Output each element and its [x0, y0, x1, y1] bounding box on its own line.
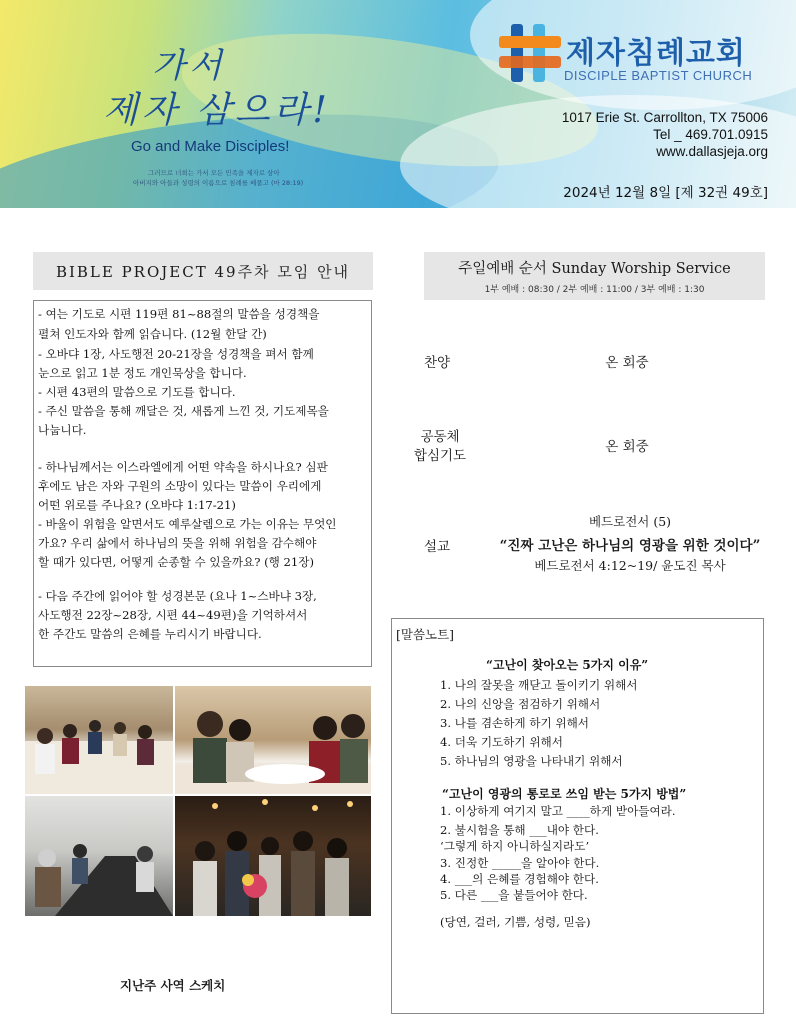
photo-caption: 지난주 사역 스케치 [120, 978, 226, 993]
notes-way-item: 3. 진정한 _____을 알아야 한다. [440, 856, 600, 870]
photo-group-night [175, 796, 371, 916]
notes-way-item: 1. 이상하게 여기지 말고 ____하게 받아들여라. [440, 804, 676, 818]
notes-reason-item: 2. 나의 신앙을 점검하기 위해서 [440, 697, 601, 711]
bible-project-line: 가요? 우리 삶에서 하나님의 뜻을 위해 위험을 감수해야 [38, 536, 317, 550]
bible-project-line: - 다음 주간에 읽어야 할 성경본문 (요나 1~스바냐 3장, [38, 589, 317, 603]
notes-heading-reasons: “고난이 찾아오는 5가지 이유” [486, 658, 649, 672]
worship-times: 1부 예배 : 08:30 / 2부 예배 : 11:00 / 3부 예배 : 1:30 [484, 285, 705, 295]
sermon-title: “진짜 고난은 하나님의 영광을 위한 것이다” [499, 538, 761, 554]
notes-reason-item: 5. 하나님의 영광을 나타내기 위해서 [440, 754, 623, 768]
notes-answer-hint: (당연, 걸러, 기쁨, 성령, 믿음) [440, 915, 591, 929]
notes-reason-item: 3. 나를 겸손하게 하기 위해서 [440, 716, 589, 730]
praise-value: 온 회중 [605, 355, 649, 371]
ministry-photo-collage [25, 686, 371, 916]
church-phone: Tel _ 469.701.0915 [653, 127, 768, 142]
church-address: 1017 Erie St. Carrollton, TX 75006 [561, 110, 768, 125]
notes-reason-item: 4. 더욱 기도하기 위해서 [440, 735, 563, 749]
bible-project-line: 나눕니다. [38, 423, 87, 437]
worship-title: 주일예배 순서 Sunday Worship Service [458, 261, 731, 277]
bible-project-line: - 오바댜 1장, 사도행전 20-21장을 성경책을 펴서 함께 [38, 347, 314, 361]
slogan-english: Go and Make Disciples! [131, 138, 290, 155]
bible-project-line: - 주신 말씀을 통해 깨달은 것, 새롭게 느낀 것, 기도제목을 [38, 404, 329, 418]
bible-project-line: 사도행전 22장~28장, 시편 44~49편)을 기억하셔서 [38, 608, 308, 622]
notes-heading-ways: “고난이 영광의 통로로 쓰임 받는 5가지 방법” [442, 787, 687, 801]
slogan-line-1: 가서 [152, 46, 226, 86]
prayer-value: 온 회중 [605, 439, 649, 455]
notes-reason-item: 1. 나의 잘못을 깨닫고 돌이키기 위해서 [440, 678, 638, 692]
issue-date: 2024년 12월 8일 [제 32권 49호] [563, 185, 768, 201]
notes-way-item: 2. 불시험을 통해 ___내야 한다. [440, 823, 599, 837]
photo-meeting-table [25, 796, 173, 916]
prayer-label-line-1: 공동체 [420, 429, 460, 445]
slogan-line-2: 제자 삼으라! [103, 90, 331, 131]
bible-project-line: 후에도 남은 자와 구원의 소망이 있다는 말씀이 우리에게 [38, 479, 322, 493]
bible-project-line: 눈으로 읽고 1분 정도 개인묵상을 합니다. [38, 366, 247, 380]
bible-project-line: - 여는 기도로 시편 119편 81~88절의 말씀을 성경책을 [38, 307, 320, 321]
bible-project-line: 펼쳐 인도자와 함께 읽습니다. (12월 한달 간) [38, 327, 267, 341]
notes-way-item: ‘그렇게 하지 아니하실지라도’ [440, 839, 590, 853]
church-name-korean: 제자침례교회 [566, 36, 746, 71]
notes-way-item: 4. ___의 은혜를 경험해야 한다. [440, 872, 599, 886]
church-website[interactable]: www.dallasjeja.org [656, 144, 768, 159]
sermon-notes-tag: [말씀노트] [396, 627, 455, 642]
bible-project-line: 어떤 위로를 주나요? (오바댜 1:17-21) [38, 498, 236, 512]
sermon-reference: 베드로전서 4:12~19/ 윤도진 목사 [534, 558, 726, 573]
worship-header [424, 252, 765, 300]
bible-project-line: 한 주간도 말씀의 은혜를 누리시기 바랍니다. [38, 627, 262, 641]
sermon-label: 설교 [423, 539, 451, 555]
church-name-english: DISCIPLE BAPTIST CHURCH [564, 68, 753, 83]
praise-label: 찬양 [423, 355, 451, 371]
verse-line-2: 아버지와 아들과 성령의 이름으로 침례를 베풀고 (마 28:19) [133, 179, 304, 187]
photo-fellowship-table [25, 686, 173, 794]
sermon-book: 베드로전서 (5) [588, 514, 672, 529]
photo-couple-dinner [175, 686, 371, 794]
header-banner [0, 0, 796, 208]
bible-project-line: - 하나님께서는 이스라엘에게 어떤 약속을 하시나요? 심판 [38, 460, 328, 474]
bible-project-title: BIBLE PROJECT 49주차 모임 안내 [33, 252, 373, 290]
notes-way-item: 5. 다른 ___을 붙들어야 한다. [440, 888, 588, 902]
church-logo-icon [497, 20, 563, 86]
prayer-label-line-2: 합심기도 [413, 448, 467, 464]
bible-project-line: 할 때가 있다면, 어떻게 순종할 수 있을까요? (행 21장) [38, 555, 314, 569]
bible-project-line: - 바울이 위험을 알면서도 예루살렘으로 가는 이유는 무엇인 [38, 517, 337, 531]
verse-line-1: 그러므로 너희는 가서 모든 민족을 제자로 삼아 [148, 169, 280, 177]
bible-project-line: - 시편 43편의 말씀으로 기도를 합니다. [38, 385, 236, 399]
